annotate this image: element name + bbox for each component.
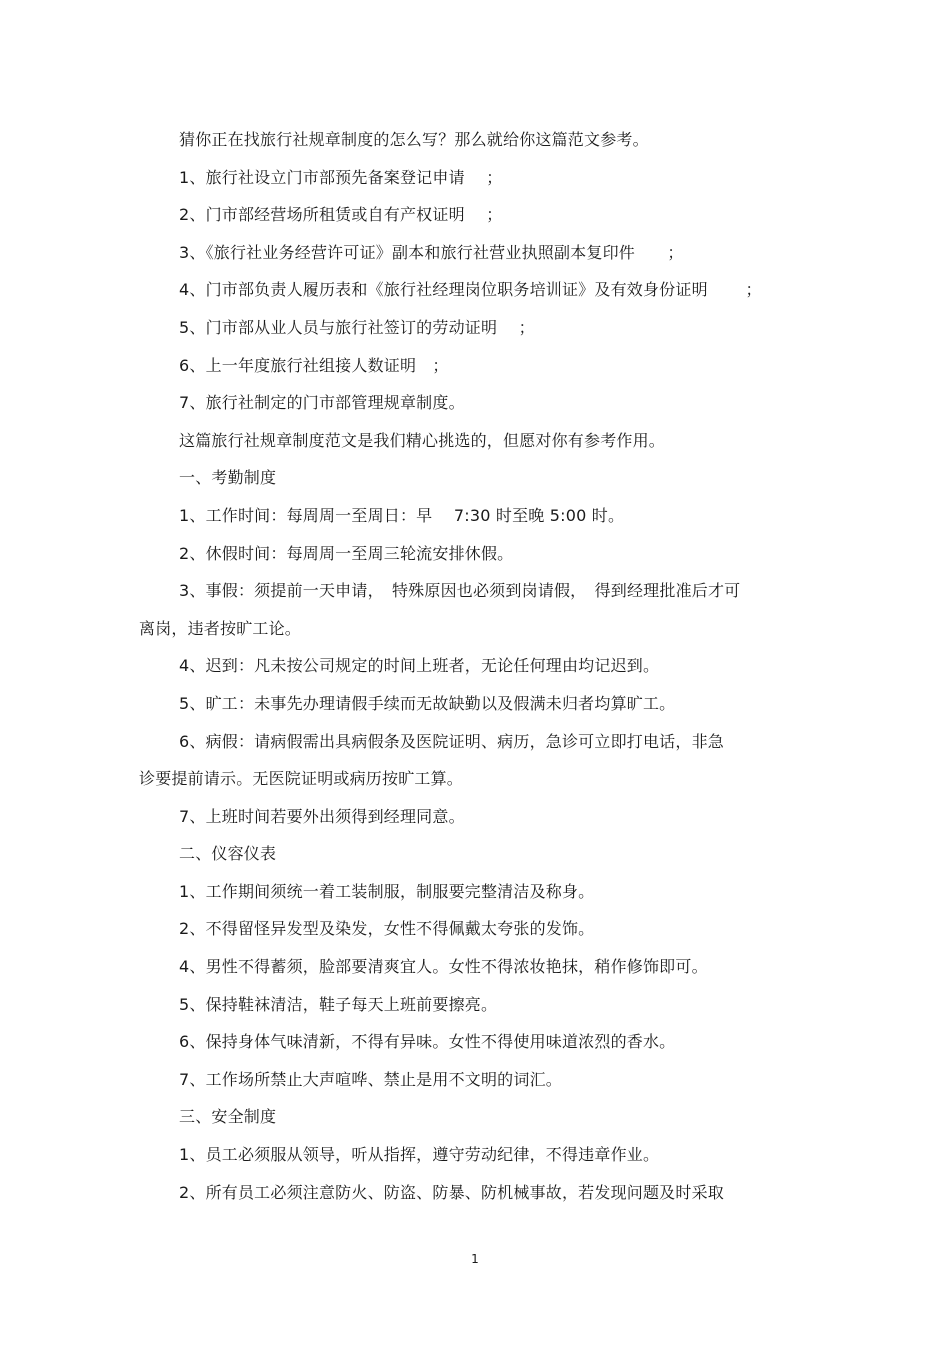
list-item-continuation: 诊要提前请示。无医院证明或病历按旷工算。	[139, 769, 464, 789]
list-item: 1、工作期间须统一着工装制服，制服要完整清洁及称身。	[179, 881, 595, 901]
section-heading: 一、考勤制度	[179, 468, 277, 488]
list-item: 4、迟到：凡未按公司规定的时间上班者，无论任何理由均记迟到。	[179, 656, 660, 676]
paragraph-line: 这篇旅行社规章制度范文是我们精心挑选的，但愿对你有参考作用。	[179, 430, 666, 450]
list-item: 4、门市部负责人履历表和《旅行社经理岗位职务培训证》及有效身份证明 ；	[179, 280, 762, 300]
list-item: 5、保持鞋袜清洁，鞋子每天上班前要擦亮。	[179, 994, 498, 1014]
list-item: 2、不得留怪异发型及染发，女性不得佩戴太夸张的发饰。	[179, 919, 595, 939]
list-item: 1、旅行社设立门市部预先备案登记申请 ；	[179, 167, 503, 187]
list-item: 4、男性不得蓄须，脸部要清爽宜人。女性不得浓妆艳抹，稍作修饰即可。	[179, 957, 708, 977]
list-item: 5、旷工：未事先办理请假手续而无故缺勤以及假满未归者均算旷工。	[179, 693, 676, 713]
list-item: 1、员工必须服从领导，听从指挥，遵守劳动纪律，不得违章作业。	[179, 1145, 660, 1165]
page-number: 1	[471, 1252, 479, 1266]
list-item: 1、工作时间：每周周一至周日：早 7:30 时至晚 5:00 时。	[179, 505, 625, 525]
list-item: 6、保持身体气味清新，不得有异味。女性不得使用味道浓烈的香水。	[179, 1032, 676, 1052]
document-body	[139, 121, 819, 1211]
list-item: 7、工作场所禁止大声喧哗、禁止是用不文明的词汇。	[179, 1069, 562, 1089]
list-item: 3、《旅行社业务经营许可证》副本和旅行社营业执照副本复印件 ；	[179, 242, 684, 262]
list-item: 7、上班时间若要外出须得到经理同意。	[179, 806, 465, 826]
list-item: 2、门市部经营场所租赁或自有产权证明 ；	[179, 205, 503, 225]
list-item: 2、所有员工必须注意防火、防盗、防暴、防机械事故，若发现问题及时采取	[179, 1182, 724, 1202]
list-item: 6、病假：请病假需出具病假条及医院证明、病历，急诊可立即打电话，非急	[179, 731, 724, 751]
list-item: 3、事假：须提前一天申请， 特殊原因也必须到岗请假， 得到经理批准后才可	[179, 581, 741, 601]
list-item: 2、休假时间：每周周一至周三轮流安排休假。	[179, 543, 514, 563]
list-item: 6、上一年度旅行社组接人数证明 ；	[179, 355, 449, 375]
section-heading: 三、安全制度	[179, 1107, 277, 1127]
list-item: 7、旅行社制定的门市部管理规章制度。	[179, 393, 465, 413]
list-item: 5、门市部从业人员与旅行社签订的劳动证明 ；	[179, 317, 535, 337]
list-item-continuation: 离岗，违者按旷工论。	[139, 618, 302, 638]
intro-line: 猜你正在找旅行社规章制度的怎么写？那么就给你这篇范文参考。	[179, 130, 649, 149]
section-heading: 二、仪容仪表	[179, 844, 277, 864]
